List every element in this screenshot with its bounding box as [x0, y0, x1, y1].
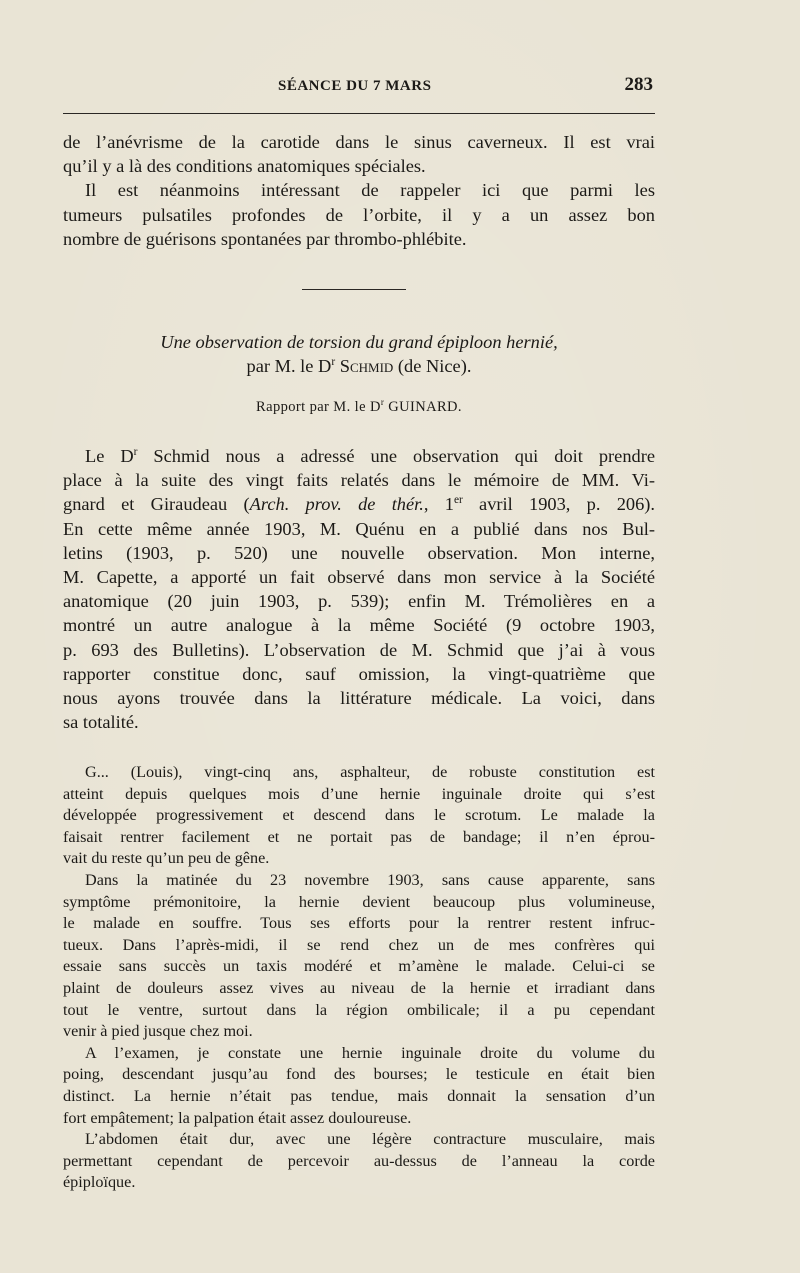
text-line: Il est néanmoins intéressant de rappeler ici que parmi les	[85, 180, 655, 201]
text-line: atteint depuis quelques mois d’une hernie inguinale droite qui s’est	[63, 784, 655, 803]
text-line: le malade en souffre. Tous ses efforts pour la rentrer restent infruc-	[63, 914, 655, 933]
author-name: Schmid	[339, 356, 394, 376]
text-line: M. Capette, a apporté un fait observé dans mon service à la Société	[63, 567, 655, 588]
text-line: qu’il y a là des conditions anatomiques spéciales.	[63, 156, 426, 177]
text-line: poing, descendant jusqu’au fond des bourses; le testicule en était bien	[63, 1065, 655, 1084]
text-line: sa totalité.	[63, 712, 139, 733]
section-separator	[302, 289, 406, 290]
text-line: nombre de guérisons spontanées par thrombo-phlébite.	[63, 228, 467, 249]
text-line: faisait rentrer facilement et ne portait pas de bandage; il n’en éprou-	[63, 827, 655, 846]
text-line: Dans la matinée du 23 novembre 1903, sans cause apparente, sans	[85, 870, 655, 889]
intro-paragraph	[63, 130, 655, 251]
article-title-text: Une observation de torsion du grand épiploon hernié,	[160, 332, 558, 352]
observation-text	[63, 762, 655, 1194]
running-title: SÉANCE DU 7 MARS	[278, 78, 432, 94]
article-byline: par M. le $D^r$ Schmid (de Nice).	[246, 355, 472, 376]
text-line: permettant cependant de percevoir au-dessus de l’anneau la corde	[63, 1151, 655, 1170]
text-line: essaie sans succès un taxis modéré et m’amène le malade. Celui-ci se	[63, 957, 655, 976]
text-line: épiploïque.	[63, 1173, 136, 1192]
text-line: En cette même année 1903, M. Quénu en a publié dans nos Bul-	[63, 518, 655, 539]
report-paragraph	[63, 444, 655, 734]
text-line: développée progressivement et descend dans le scrotum. Le malade la	[63, 806, 655, 825]
text-line: tout le ventre, surtout dans la région ombilicale; il a pu cependant	[63, 1000, 655, 1019]
text-line: distinct. La hernie n’était pas tendue, mais donnait la sensation d’un	[63, 1086, 655, 1105]
text-line: letins (1903, p. 520) une nouvelle observation. Mon interne,	[63, 542, 655, 563]
text-line: plaint de douleurs assez vives au niveau de la hernie et irradiant dans	[63, 978, 655, 997]
header-rule	[63, 113, 655, 114]
text-line: A l’examen, je constate une hernie inguinale droite du volume du	[85, 1043, 655, 1062]
text-line: montré un autre analogue à la même Société (9 octobre 1903,	[63, 615, 655, 636]
text-line: de l’anévrisme de la carotide dans le sinus caverneux. Il est vrai	[63, 132, 655, 152]
text-line: tueux. Dans l’après-midi, il se rend chez un de mes confrères qui	[63, 935, 655, 954]
report-attribution: Rapport par M. le $D^r$ GUINARD.	[256, 397, 462, 415]
text-line: place à la suite des vingt faits relatés dans le mémoire de MM. Vi-	[63, 470, 655, 491]
article-title	[63, 330, 655, 378]
text-line: G... (Louis), vingt-cinq ans, asphalteur, de robuste constitution est	[85, 763, 655, 781]
text-line: nous ayons trouvée dans la littérature médicale. La voici, dans	[63, 688, 655, 709]
text-line: gnard et Giraudeau (Arch. prov. de thér., 1er avril 1903, p. 206).	[63, 494, 656, 515]
text-line: rapporter constitue donc, sauf omission, la vingt-quatrième que	[63, 663, 655, 684]
text-line: Le $D^r$ Schmid nous a adressé une observation qui doit prendre	[85, 445, 655, 466]
text-line: vait du reste qu’un peu de gêne.	[63, 849, 270, 868]
text-line: anatomique (20 juin 1903, p. 539); enfin M. Trémolières en a	[63, 591, 655, 612]
page-number: 283	[624, 74, 653, 95]
text-line: tumeurs pulsatiles profondes de l’orbite, il y a un assez bon	[63, 204, 655, 225]
text-line: fort empâtement; la palpation était assez douloureuse.	[63, 1108, 412, 1127]
running-header	[63, 74, 655, 100]
text-line: venir à pied jusque chez moi.	[63, 1022, 253, 1041]
journal-citation: Arch. prov. de thér.	[249, 494, 424, 515]
text-line: p. 693 des Bulletins). L’observation de M. Schmid que j’ai à vous	[63, 639, 655, 660]
text-line: symptôme prémonitoire, la hernie devient beaucoup plus volumineuse,	[63, 892, 655, 911]
text-line: L’abdomen était dur, avec une légère contracture musculaire, mais	[85, 1130, 655, 1149]
